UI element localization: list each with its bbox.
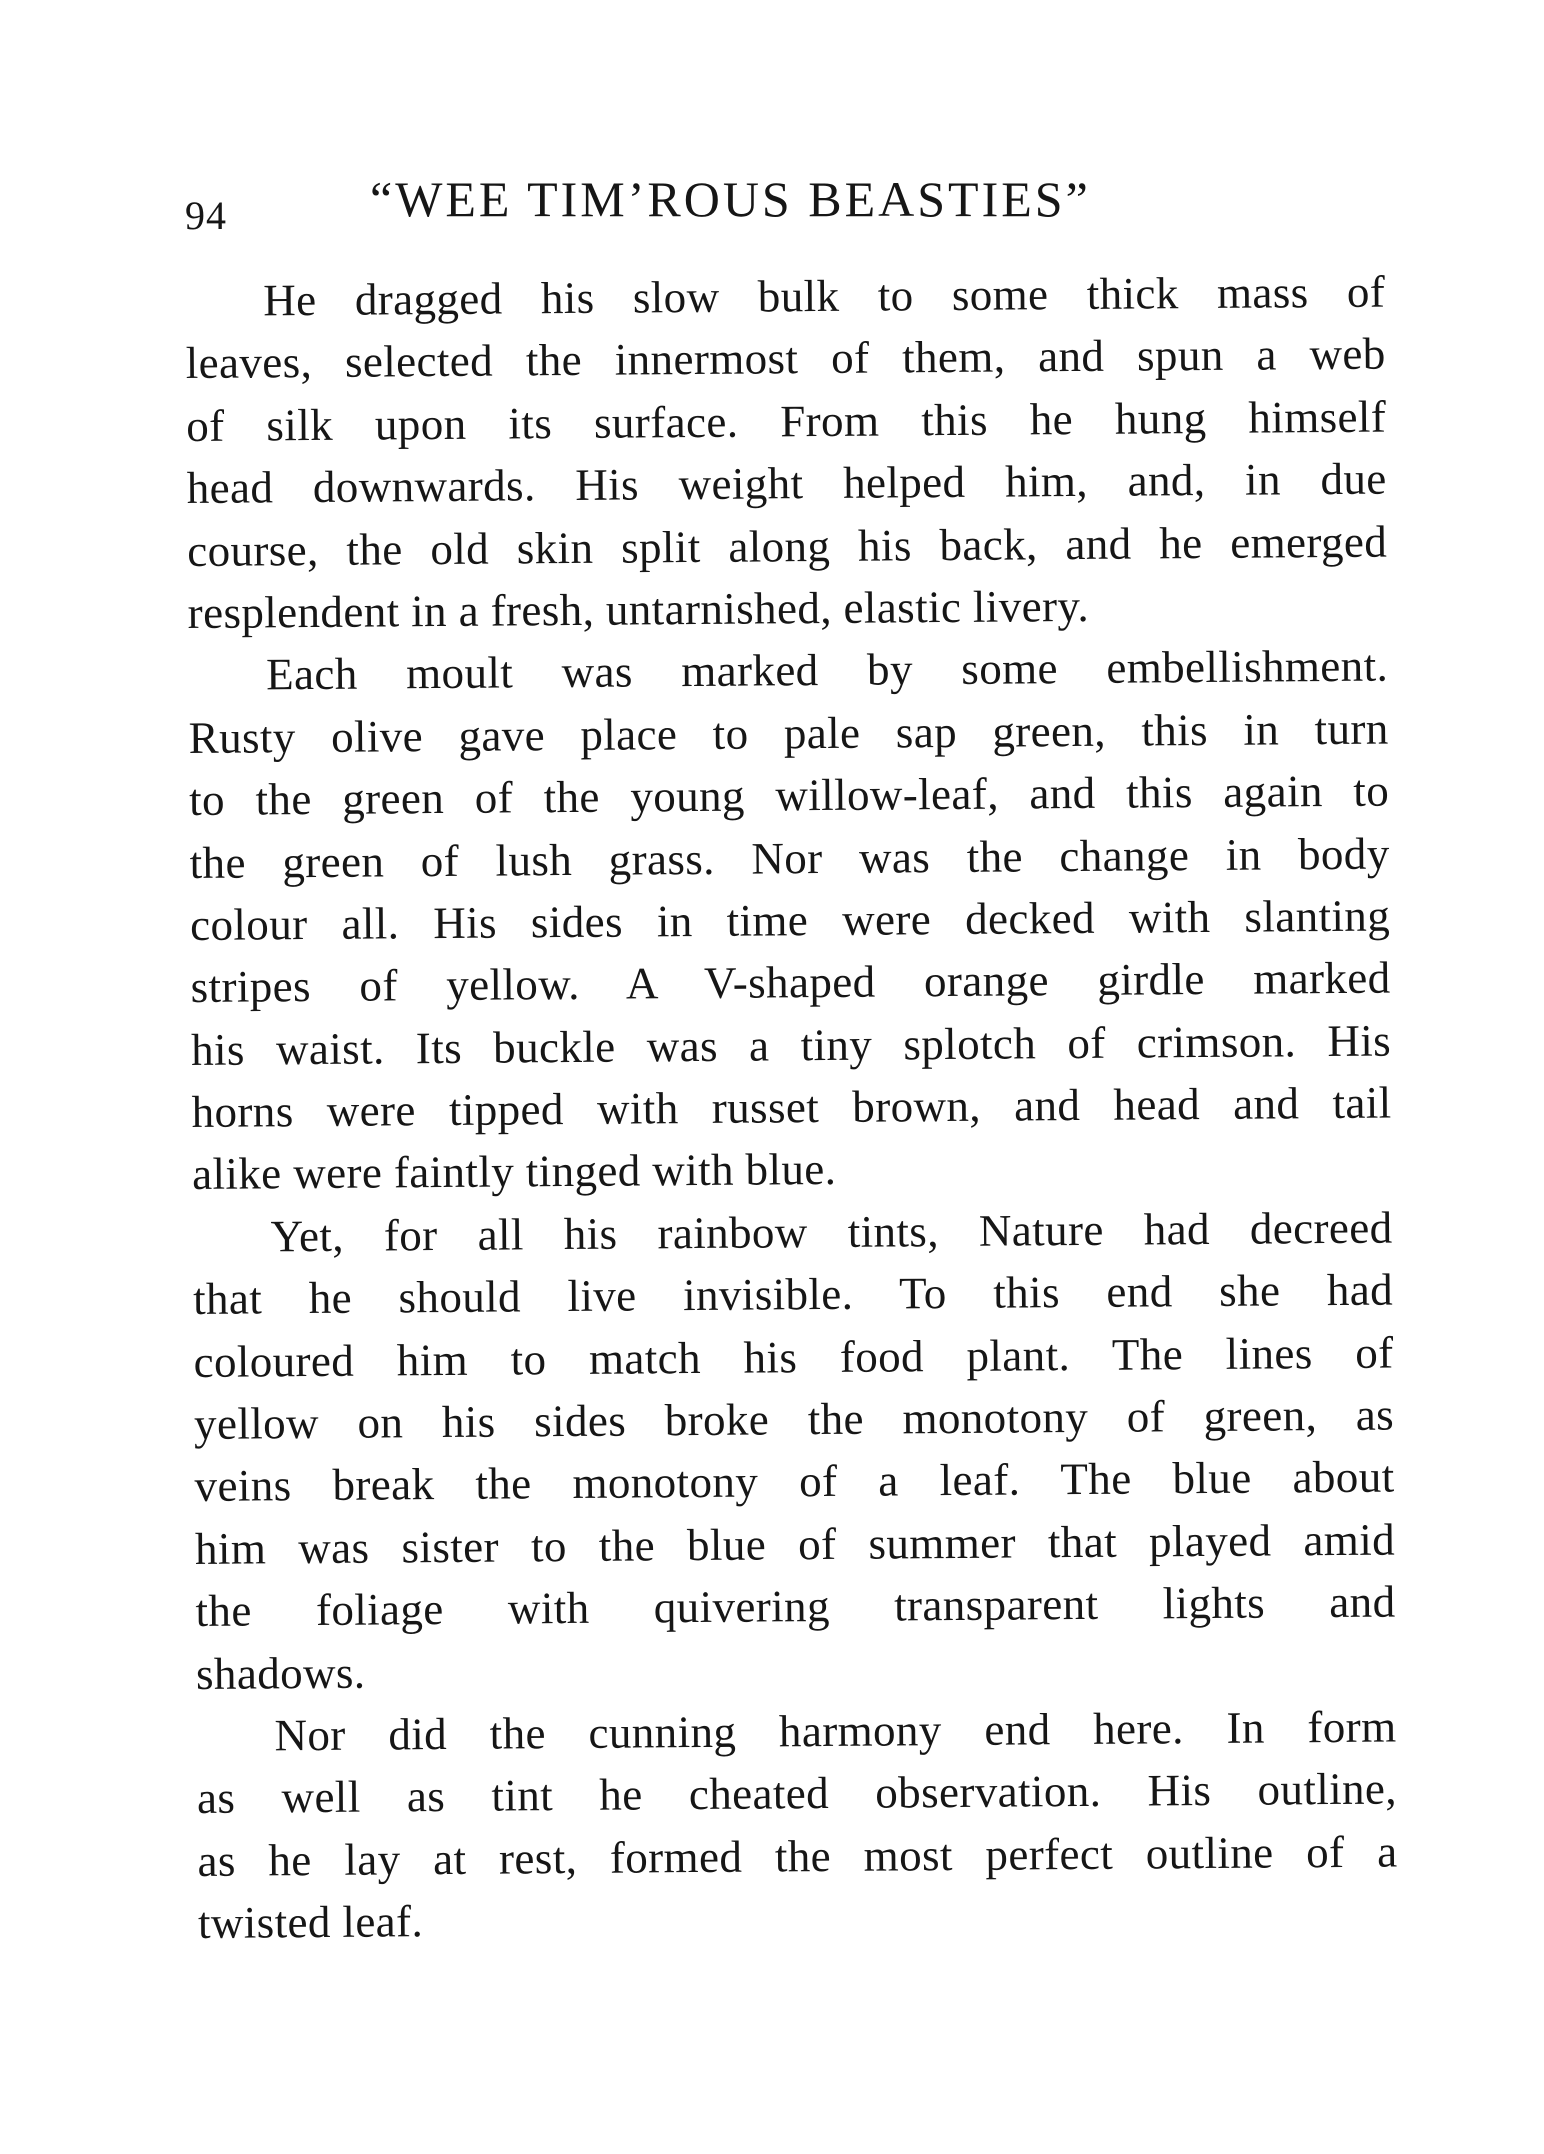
- text-line: twisted leaf.: [197, 1896, 424, 1949]
- text-line: colour all. His sides in time were decked with slanting: [189, 890, 1391, 950]
- text-line: yellow on his sides broke the monotony of green, as: [193, 1389, 1395, 1449]
- paragraph: [188, 635, 1392, 1206]
- body-text: [185, 261, 1398, 1955]
- paragraph: [196, 1696, 1398, 1955]
- page-header: [185, 170, 1385, 250]
- text-line: stripes of yellow. A V-shaped orange girdle marked: [190, 952, 1391, 1013]
- text-line: coloured him to match his food plant. The lines of: [193, 1327, 1394, 1387]
- text-line: alike were faintly tinged with blue.: [191, 1144, 837, 1200]
- text-line: that he should live invisible. To this end she had: [192, 1264, 1394, 1325]
- text-line: the green of lush grass. Nor was the change in body: [189, 828, 1390, 888]
- text-line: as he lay at rest, formed the most perfect outline of a: [197, 1826, 1398, 1886]
- text-line: as well as tint he cheated observation. His outline,: [196, 1763, 1398, 1824]
- page-number: 94: [185, 193, 227, 238]
- text-line: Each moult was marked by some embellishment.: [265, 640, 1389, 700]
- text-line: of silk upon its surface. From this he hung himself: [186, 391, 1387, 451]
- running-head: “WEE TIM’ROUS BEASTIES”: [370, 171, 1091, 227]
- text-line: He dragged his slow bulk to some thick mass of: [263, 266, 1386, 326]
- text-line: Nor did the cunning harmony end here. In form: [274, 1701, 1397, 1761]
- text-line: horns were tipped with russet brown, and head and tail: [191, 1077, 1392, 1138]
- text-line: him was sister to the blue of summer that played amid: [194, 1514, 1396, 1574]
- text-line: shadows.: [195, 1647, 366, 1699]
- text-line: the foliage with quivering transparent lights and: [195, 1576, 1396, 1637]
- text-line: veins break the monotony of a leaf. The blue about: [194, 1451, 1395, 1512]
- text-line: resplendent in a fresh, untarnished, elastic livery.: [187, 580, 1090, 638]
- text-line: course, the old skin split along his back, and he emerged: [187, 516, 1388, 576]
- text-line: leaves, selected the innermost of them, and spun a web: [185, 328, 1386, 389]
- text-line: head downwards. His weight helped him, and, in due: [186, 453, 1387, 514]
- text-line: to the green of the young willow-leaf, and this again to: [188, 765, 1390, 826]
- paragraph: [192, 1196, 1396, 1705]
- paragraph: [185, 261, 1388, 645]
- text-line: Rusty olive gave place to pale sap green, this in turn: [188, 703, 1389, 763]
- text-line: his waist. Its buckle was a tiny splotch of crimson. His: [190, 1015, 1392, 1075]
- text-line: Yet, for all his rainbow tints, Nature had decreed: [270, 1202, 1393, 1262]
